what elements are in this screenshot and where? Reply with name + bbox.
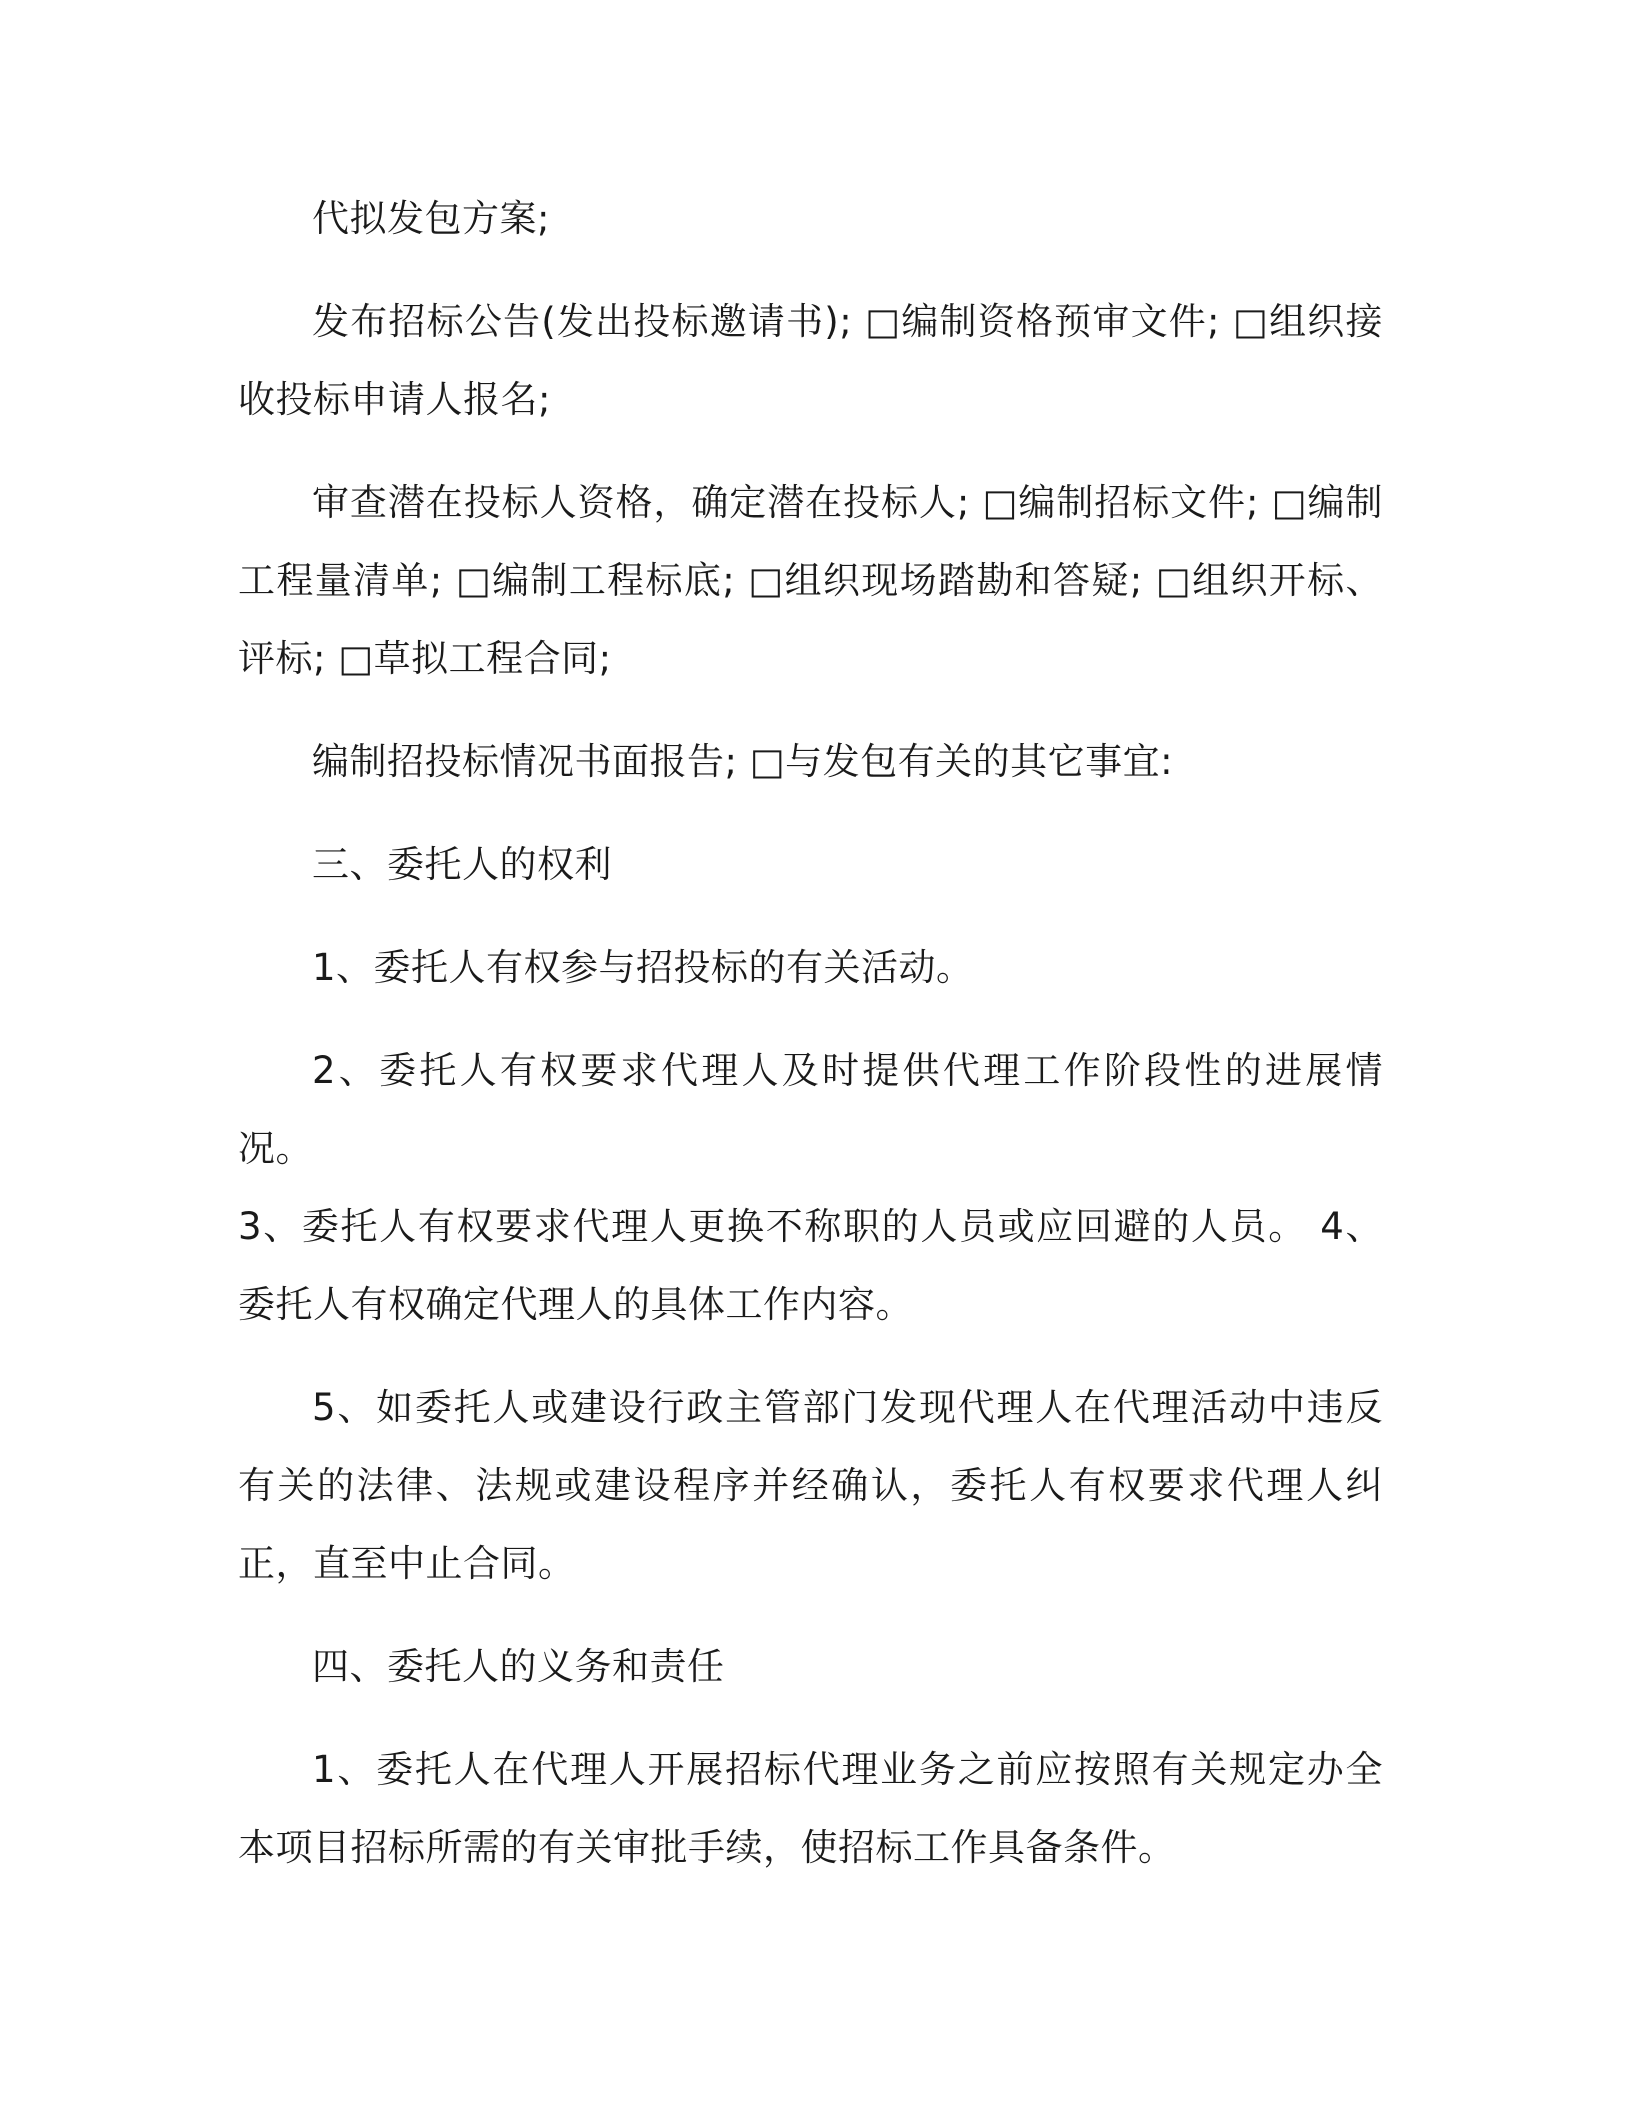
paragraph-bidder-qualification: 审查潜在投标人资格，确定潜在投标人; □编制招标文件; □编制工程量清单; □编制工程标底; □组织现场踏勘和答疑; □组织开标、评标; □草拟工程合同;	[238, 481, 1383, 680]
heading-client-rights: 三、委托人的权利	[312, 843, 612, 886]
heading-client-obligations: 四、委托人的义务和责任	[312, 1645, 725, 1688]
paragraph-obligation-1: 1、委托人在代理人开展招标代理业务之前应按照有关规定办全本项目招标所需的有关审批手续，使招标工作具备条件。	[238, 1748, 1383, 1869]
paragraph-right-3-4: 3、委托人有权要求代理人更换不称职的人员或应回避的人员。 4、委托人有权确定代理人的具体工作内容。	[238, 1205, 1383, 1326]
document-body	[238, 180, 1383, 1912]
paragraph-contracting-plan: 代拟发包方案;	[312, 197, 550, 240]
paragraph-right-2: 2、委托人有权要求代理人及时提供代理工作阶段性的进展情况。	[238, 1049, 1383, 1170]
paragraph-right-5: 5、如委托人或建设行政主管部门发现代理人在代理活动中违反有关的法律、法规或建设程序并经确认，委托人有权要求代理人纠正，直至中止合同。	[238, 1386, 1383, 1585]
paragraph-bidding-report: 编制招投标情况书面报告; □与发包有关的其它事宜:	[312, 740, 1174, 783]
paragraph-right-1: 1、委托人有权参与招投标的有关活动。	[312, 946, 974, 989]
paragraph-tender-announcement: 发布招标公告(发出投标邀请书); □编制资格预审文件; □组织接收投标申请人报名;	[238, 300, 1383, 421]
